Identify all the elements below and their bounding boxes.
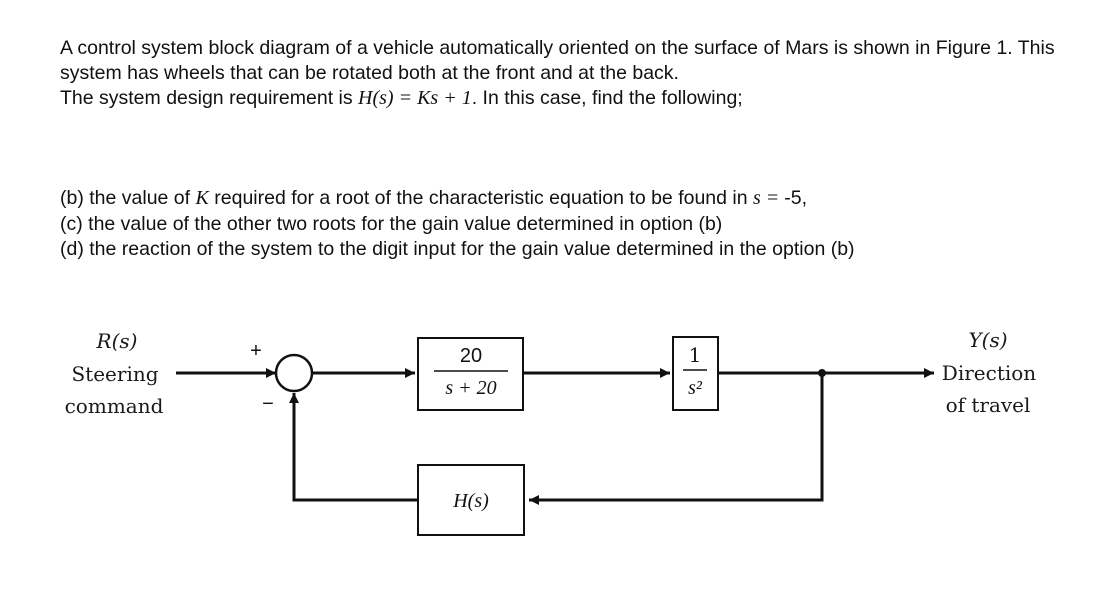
output-label-line2: of travel bbox=[945, 393, 1031, 417]
question-b-prefix: (b) the value of bbox=[60, 187, 196, 209]
block1-numerator: 20 bbox=[459, 345, 483, 367]
feedback-block-label: H(s) bbox=[453, 490, 489, 512]
plus-sign: + bbox=[250, 340, 262, 362]
input-label-line2: command bbox=[64, 394, 164, 418]
output-symbol: Y(s) bbox=[968, 328, 1008, 352]
block2-denominator: s² bbox=[688, 377, 702, 399]
input-symbol: R(s) bbox=[96, 329, 138, 353]
feedback-path-out bbox=[294, 393, 418, 500]
gain-variable: K bbox=[195, 187, 209, 209]
question-b-middle: required for a root of the characteristic equation to be found in bbox=[208, 187, 754, 209]
intro-requirement-prefix: The system design requirement is bbox=[60, 86, 359, 109]
block1-denominator: s + 20 bbox=[445, 377, 497, 399]
question-d: (d) the reaction of the system to the digit input for the gain value determined in the option (b) bbox=[60, 237, 855, 260]
intro-requirement-suffix: . In this case, find the following; bbox=[471, 86, 743, 109]
output-label-line1: Direction bbox=[941, 361, 1037, 385]
input-label-line1: Steering bbox=[71, 362, 159, 386]
intro-paragraph-1: A control system block diagram of a vehicle automatically oriented on the surface of Mars is shown in Figure 1. This system has wheels that can be rotated both at the front and at the back. bbox=[60, 37, 1055, 84]
root-location-math: s = bbox=[753, 187, 785, 209]
requirement-equation: H(s) = Ks + 1 bbox=[358, 86, 472, 109]
summing-junction bbox=[276, 355, 312, 391]
minus-sign: − bbox=[262, 393, 274, 415]
question-b-suffix: -5, bbox=[784, 187, 808, 209]
question-c: (c) the value of the other two roots for the gain value determined in option (b) bbox=[60, 212, 723, 235]
block2-numerator: 1 bbox=[688, 343, 702, 367]
